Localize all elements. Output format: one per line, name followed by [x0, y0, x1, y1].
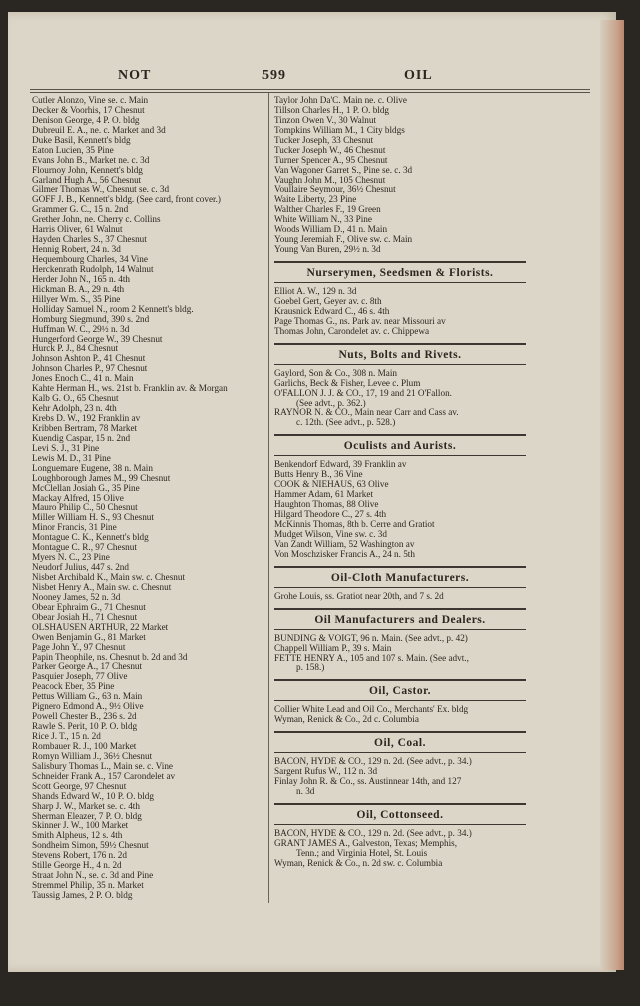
- directory-entry: COOK & NIEHAUS, 63 Olive: [274, 480, 389, 490]
- directory-entry: Hickman B. A., 29 n. 4th: [32, 284, 125, 294]
- directory-entry: Smith Alpheus, 12 s. 4th: [32, 831, 123, 841]
- directory-entry: Hequembourg Charles, 34 Vine: [32, 255, 148, 264]
- directory-entry: Pettus William G., 63 n. Main: [32, 692, 143, 702]
- directory-entry: Hayden Charles S., 37 Chesnut: [32, 235, 147, 245]
- section-heading: Oil-Cloth Manufacturers.: [274, 566, 526, 588]
- directory-entry: GOFF J. B., Kennett's bldg. (See card, front cover.): [32, 195, 221, 205]
- directory-entry: Young Van Buren, 29½ n. 3d: [274, 245, 381, 255]
- directory-entry: Romyn William J., 36½ Chesnut: [32, 751, 153, 761]
- directory-entry: Duke Basil, Kennett's bldg: [32, 135, 131, 145]
- directory-entry: Grohe Louis, ss. Gratiot near 20th, and 7 s. 2d: [274, 591, 444, 601]
- directory-entry: Johnson Charles P., 97 Chesnut: [32, 364, 148, 374]
- directory-entry: Tillson Charles H., 1 P. O. bldg: [274, 105, 390, 115]
- directory-entry: OLSHAUSEN ARTHUR, 22 Market: [32, 622, 169, 632]
- directory-entry: Elliot A. W., 129 n. 3d: [274, 287, 357, 296]
- directory-entry: Sargent Rufus W., 112 n. 3d: [274, 767, 378, 777]
- directory-entry: Garlichs, Beck & Fisher, Levee c. Plum: [274, 378, 421, 388]
- left-column: [32, 96, 266, 901]
- directory-entry: Montague C. R., 97 Chesnut: [32, 543, 137, 553]
- directory-entry: Haughton Thomas, 88 Olive: [274, 500, 379, 510]
- directory-entry: Denison George, 4 P. O. bldg: [32, 115, 140, 125]
- directory-entry: Young Jeremiah F., Olive sw. c. Main: [274, 235, 413, 245]
- directory-entry: Mudget Wilson, Vine sw. c. 3d: [274, 529, 387, 539]
- directory-entry: Parker George A., 17 Chesnut: [32, 662, 143, 672]
- directory-entry: Butts Henry B., 36 Vine: [274, 470, 363, 480]
- directory-entry: Schneider Frank A., 157 Carondelet av: [32, 771, 176, 781]
- directory-entry: Tinzon Owen V., 30 Walnut: [274, 115, 377, 125]
- directory-entry: Herckenrath Rudolph, 14 Walnut: [32, 264, 154, 274]
- section-heading: Oculists and Aurists.: [274, 434, 526, 456]
- section-heading: Nuts, Bolts and Rivets.: [274, 343, 526, 365]
- directory-entry: Straat John N., se. c. 3d and Pine: [32, 871, 154, 881]
- directory-entry: Obear Josiah H., 71 Chesnut: [32, 612, 138, 622]
- directory-entry: Kehr Adolph, 23 n. 4th: [32, 404, 117, 414]
- directory-entry: BACON, HYDE & CO., 129 n. 2d. (See advt., p. 34.): [274, 757, 472, 767]
- directory-entry: Loughborough James M., 99 Chesnut: [32, 473, 171, 483]
- directory-entry: Tompkins William M., 1 City bldgs: [274, 125, 405, 135]
- directory-entry: Thomas John, Carondelet av. c. Chippewa: [274, 326, 430, 336]
- directory-entry: Hungerford George W., 39 Chesnut: [32, 334, 163, 344]
- directory-entry: Tucker Joseph, 33 Chesnut: [274, 135, 374, 145]
- directory-entry: Sondheim Simon, 59½ Chesnut: [32, 841, 149, 851]
- directory-entry: Waite Liberty, 23 Pine: [274, 195, 357, 205]
- section-heading: Oil, Coal.: [274, 731, 526, 753]
- directory-entry: White William N., 33 Pine: [274, 215, 372, 225]
- directory-entry: McClellan Josiah G., 35 Pine: [32, 483, 140, 493]
- directory-entry: Scott George, 97 Chesnut: [32, 781, 127, 791]
- directory-entry: Gilmer Thomas W., Chesnut se. c. 3d: [32, 185, 170, 195]
- running-head-left: NOT: [118, 68, 152, 83]
- page-number: 599: [262, 68, 286, 83]
- directory-entry: Voullaire Seymour, 36½ Chesnut: [274, 185, 396, 195]
- header-rule: [30, 89, 590, 90]
- directory-entry: Hilgard Theodore C., 27 s. 4th: [274, 510, 387, 519]
- directory-entry: Hurck P. J., 84 Chesnut: [32, 344, 119, 354]
- directory-entry: Turner Spencer A., 95 Chesnut: [274, 155, 388, 165]
- running-head-right: OIL: [404, 68, 433, 83]
- directory-entry: Rombauer R. J., 100 Market: [32, 741, 137, 751]
- directory-entry: Obear Ephraim G., 71 Chesnut: [32, 602, 146, 612]
- directory-entry: Rice J. T., 15 n. 2d: [32, 732, 101, 741]
- directory-entry: Shands Edward W., 10 P. O. bldg: [32, 791, 154, 801]
- directory-entry: Tucker Joseph W., 46 Chesnut: [274, 145, 386, 155]
- directory-entry: Van Zandt William, 52 Washington av: [274, 539, 415, 549]
- directory-entry: Powell Chester B., 236 s. 2d: [32, 712, 137, 722]
- directory-entry: Taussig James, 2 P. O. bldg: [32, 891, 133, 900]
- directory-entry: Page Thomas G., ns. Park av. near Missouri av: [274, 316, 446, 326]
- directory-entry: Decker & Voorhis, 17 Chesnut: [32, 105, 145, 115]
- directory-entry: Benkendorf Edward, 39 Franklin av: [274, 460, 407, 470]
- directory-entry: Nisbet Archibald K., Main sw. c. Chesnut: [32, 573, 186, 582]
- directory-entry: RAYNOR N. & CO., Main near Carr and Cass av.: [274, 408, 459, 418]
- directory-entry: Salisbury Thomas L., Main se. c. Vine: [32, 761, 173, 771]
- directory-entry: Johnson Ashton P., 41 Chesnut: [32, 354, 146, 364]
- directory-entry: p. 158.): [296, 663, 325, 673]
- directory-entry: Owen Benjamin G., 81 Market: [32, 632, 146, 642]
- directory-entry: Walther Charles F., 19 Green: [274, 205, 381, 215]
- directory-entry: Harris Oliver, 61 Walnut: [32, 225, 123, 235]
- page-edge: [600, 20, 624, 970]
- column-divider: [268, 93, 269, 903]
- directory-entry: Evans John B., Market ne. c. 3d: [32, 155, 150, 165]
- directory-entry: Tenn.; and Virginia Hotel, St. Louis: [296, 848, 428, 858]
- directory-entry: Stille George H., 4 n. 2d: [32, 861, 122, 871]
- directory-entry: Wyman, Renick & Co., 2d c. Columbia: [274, 715, 419, 725]
- directory-entry: Grether John, ne. Cherry c. Collins: [32, 215, 161, 225]
- directory-entry: FETTE HENRY A., 105 and 107 s. Main. (See advt.,: [274, 653, 469, 663]
- directory-entry: Mackay Alfred, 15 Olive: [32, 493, 124, 503]
- directory-entry: Dubreuil E. A., ne. c. Market and 3d: [32, 125, 166, 135]
- directory-entry: Rawle S. Perit, 10 P. O. bldg: [32, 722, 138, 732]
- directory-entry: Skinner J. W., 100 Market: [32, 821, 129, 831]
- section-heading: Nurserymen, Seedsmen & Florists.: [274, 261, 526, 283]
- directory-entry: Hillyer Wm. S., 35 Pine: [32, 294, 121, 304]
- directory-entry: Montague C. K., Kennett's bldg: [32, 533, 149, 543]
- directory-entry: Holliday Samuel N., room 2 Kennett's bldg.: [32, 304, 194, 314]
- directory-entry: Kuendig Caspar, 15 n. 2nd: [32, 433, 131, 443]
- directory-entry: BUNDING & VOIGT, 96 n. Main. (See advt., p. 42): [274, 633, 468, 643]
- directory-entry: Sherman Eleazer, 7 P. O. bldg: [32, 811, 142, 821]
- directory-entry: Goebel Gert, Geyer av. c. 8th: [274, 296, 382, 306]
- directory-entry: Longuemare Eugene, 38 n. Main: [32, 463, 153, 473]
- directory-entry: Cutler Alonzo, Vine se. c. Main: [32, 96, 149, 105]
- directory-entry: Van Wagoner Garret S., Pine se. c. 3d: [274, 165, 413, 175]
- directory-entry: Collier White Lead and Oil Co., Merchants' Ex. bldg: [274, 705, 469, 715]
- directory-entry: Vaughn John M., 105 Chesnut: [274, 175, 386, 185]
- directory-entry: Pasquier Joseph, 77 Olive: [32, 672, 128, 682]
- directory-entry: Hennig Robert, 24 n. 3d: [32, 245, 121, 255]
- directory-entry: Krebs D. W., 192 Franklin av: [32, 414, 141, 423]
- directory-entry: Kalb G. O., 65 Chesnut: [32, 394, 119, 404]
- directory-entry: Nisbet Henry A., Main sw. c. Chesnut: [32, 582, 172, 592]
- directory-entry: Neudorf Julius, 447 s. 2nd: [32, 563, 129, 573]
- directory-entry: McKinnis Thomas, 8th b. Cerre and Gratiot: [274, 519, 435, 529]
- directory-entry: Garland Hugh A., 56 Chesnut: [32, 175, 142, 185]
- directory-entry: Chappell William P., 39 s. Main: [274, 643, 392, 653]
- directory-entry: Kahte Herman H., ws. 21st b. Franklin av. & Morgan: [32, 384, 228, 394]
- directory-entry: c. 12th. (See advt., p. 528.): [296, 418, 396, 428]
- directory-entry: Stevens Robert, 176 n. 2d: [32, 851, 127, 861]
- directory-entry: Sharp J. W., Market se. c. 4th: [32, 801, 140, 811]
- directory-entry: Lewis M. D., 31 Pine: [32, 453, 111, 463]
- directory-entry: Grammer G. C., 15 n. 2nd: [32, 205, 129, 215]
- directory-entry: Hammer Adam, 61 Market: [274, 490, 373, 500]
- directory-entry: Myers N. C., 23 Pine: [32, 553, 110, 563]
- directory-entry: Eaton Lucien, 35 Pine: [32, 145, 114, 155]
- section-heading: Oil, Cottonseed.: [274, 803, 526, 825]
- directory-entry: n. 3d: [296, 787, 315, 797]
- directory-entry: Krausnick Edward C., 46 s. 4th: [274, 306, 390, 316]
- directory-entry: Gaylord, Son & Co., 308 n. Main: [274, 368, 398, 378]
- directory-entry: Taylor John Da'C. Main ne. c. Olive: [274, 96, 407, 105]
- directory-entry: Wyman, Renick & Co., n. 2d sw. c. Columbia: [274, 858, 443, 868]
- directory-entry: Kribben Bertram, 78 Market: [32, 423, 138, 433]
- directory-entry: Woods William D., 41 n. Main: [274, 225, 388, 235]
- directory-entry: Jones Enoch C., 41 n. Main: [32, 374, 134, 384]
- directory-entry: Mauro Philip C., 50 Chesnut: [32, 503, 138, 513]
- directory-entry: Levi S. J., 31 Pine: [32, 443, 100, 453]
- header-rule-thin: [30, 92, 590, 93]
- directory-entry: Finlay John R. & Co., ss. Austinnear 14th, and 127: [274, 777, 462, 787]
- directory-entry: Huffman W. C., 29½ n. 3d: [32, 324, 130, 334]
- directory-entry: Herder John N., 165 n. 4th: [32, 274, 130, 284]
- directory-entry: GRANT JAMES A., Galveston, Texas; Memphis,: [274, 838, 458, 848]
- section-heading: Oil, Castor.: [274, 679, 526, 701]
- directory-entry: Stremmel Philip, 35 n. Market: [32, 881, 144, 891]
- directory-entry: Minor Francis, 31 Pine: [32, 523, 117, 533]
- directory-entry: (See advt., p. 362.): [296, 398, 366, 408]
- directory-entry: Homburg Siegmund, 390 s. 2nd: [32, 314, 150, 324]
- directory-entry: Flournoy John, Kennett's bldg: [32, 165, 143, 175]
- directory-entry: BACON, HYDE & CO., 129 n. 2d. (See advt., p. 34.): [274, 829, 472, 838]
- right-column: [274, 96, 526, 869]
- directory-entry: Page John Y., 97 Chesnut: [32, 642, 126, 652]
- directory-entry: Papin Theophile, ns. Chesnut b. 2d and 3d: [32, 652, 188, 662]
- directory-entry: Von Moschzisker Francis A., 24 n. 5th: [274, 549, 415, 559]
- directory-entry: O'FALLON J. J. & CO., 17, 19 and 21 O'Fallon.: [274, 388, 452, 398]
- directory-entry: Peacock Eber, 35 Pine: [32, 682, 115, 692]
- directory-entry: Nooney James, 52 n. 3d: [32, 592, 121, 602]
- directory-entry: Pignero Edmond A., 9½ Olive: [32, 702, 144, 712]
- directory-entry: Miller William H. S., 93 Chesnut: [32, 513, 154, 523]
- section-heading: Oil Manufacturers and Dealers.: [274, 608, 526, 630]
